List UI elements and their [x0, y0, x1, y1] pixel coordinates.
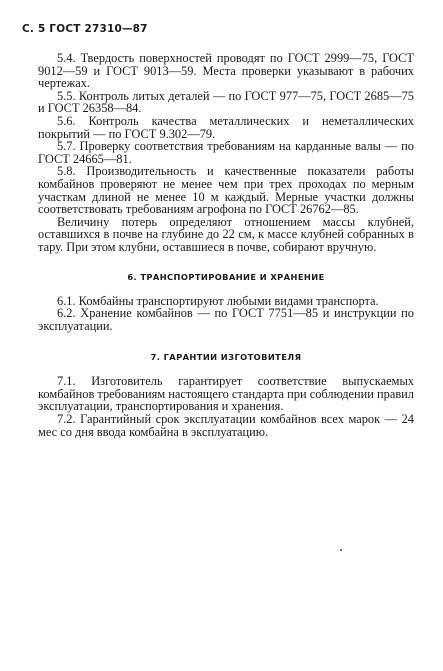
paragraph-5-8: 5.8. Производительность и качественные показатели работы комбайнов проверяют не менее чем при трех проходах по мерным участкам длиной не менее 10 м каждый. Мерные участки должны соответствовать требованиям агрофона по ГОСТ 26762—85. [38, 164, 414, 217]
paragraph-6-1: 6.1. Комбайны транспортируют любыми видами транспорта. [57, 293, 379, 308]
paragraph-5-4: 5.4. Твердость поверхностей проводят по ГОСТ 2999—75, ГОСТ 9012—59 и ГОСТ 9013—59. Места проверки указывают в рабочих чертежах. [38, 51, 414, 91]
paragraph-5-8-losses: Величину потерь определяют отношением массы клубней, оставшихся в почве на глубине до 22 см, к массе клубней собранных в тару. При этом клубни, оставшиеся в почве, собирают вручную. [38, 214, 414, 254]
section-6-title: 6. ТРАНСПОРТИРОВАНИЕ И ХРАНЕНИЕ [127, 271, 325, 282]
page-content [38, 52, 414, 438]
paragraph-7-2: 7.2. Гарантийный срок эксплуатации комбайнов всех марок — 24 мес со дня ввода комбайна в эксплуатацию. [38, 412, 414, 439]
paragraph-5-5: 5.5. Контроль литых деталей — по ГОСТ 977—75, ГОСТ 2685—75 и ГОСТ 26358—84. [38, 88, 414, 116]
paragraph-6-2: 6.2. Хранение комбайнов — по ГОСТ 7751—85 и инструкции по эксплуатации. [38, 306, 414, 333]
paragraph-7-1: 7.1. Изготовитель гарантирует соответствие выпускаемых комбайнов требованиям настоящего стандарта при соблюдении правил эксплуатации, транспортирования и хранения. [38, 374, 414, 414]
paragraph-5-7: 5.7. Проверку соответствия требованиям на карданные валы — по ГОСТ 24665—81. [38, 139, 414, 166]
scan-speck [340, 549, 342, 551]
paragraph-5-6: 5.6. Контроль качества металлических и неметаллических покрытий — по ГОСТ 9.302—79. [38, 113, 414, 141]
section-7-title: 7. ГАРАНТИИ ИЗГОТОВИТЕЛЯ [150, 352, 302, 363]
page-header: С. 5 ГОСТ 27310—87 [22, 23, 148, 35]
